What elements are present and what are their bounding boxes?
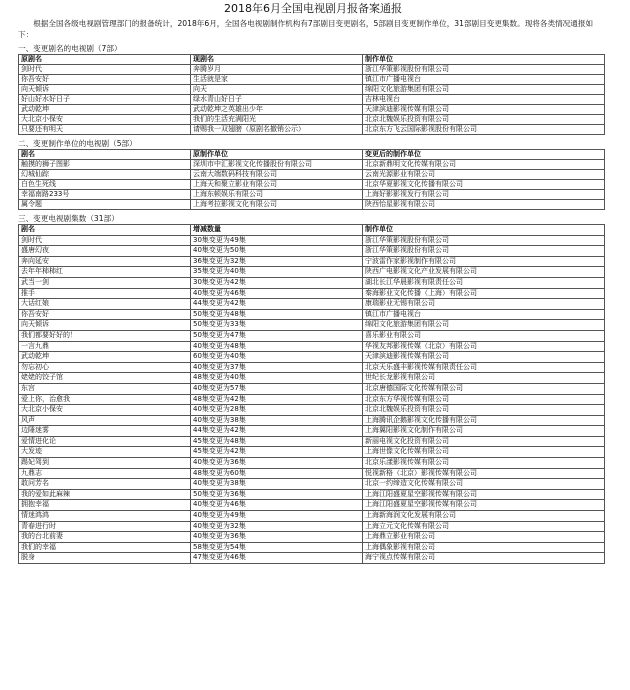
- table-row: [19, 330, 605, 341]
- table-cell: 我们都要好好的！: [19, 330, 191, 341]
- table-row: [19, 521, 605, 532]
- table-cell: 上海东顿娱乐有限公司: [191, 190, 363, 200]
- table-row: [19, 468, 605, 479]
- table-cell: 喜乐影业有限公司: [363, 330, 605, 341]
- column-header: 现剧名: [191, 55, 363, 65]
- table-cell: 上海天和聚立影业有限公司: [191, 180, 363, 190]
- table-cell: 拥抱幸福: [19, 500, 191, 511]
- table-header-row: [19, 55, 605, 65]
- column-header: 制作单位: [363, 55, 605, 65]
- table-cell: 镇江市广播电视台: [363, 75, 605, 85]
- episode-change-table: [18, 224, 605, 564]
- table-cell: 40集变更为46集: [191, 500, 363, 511]
- table-cell: 北京一约缔造文化传媒有限公司: [363, 479, 605, 490]
- table-cell: 60集变更为40集: [191, 352, 363, 363]
- column-header: 剧名: [19, 150, 191, 160]
- table-cell: 陕西广电影视文化产业发展有限公司: [363, 267, 605, 278]
- table-row: [19, 436, 605, 447]
- table-row: [19, 553, 605, 564]
- table-row: [19, 235, 605, 246]
- table-cell: 47集变更为46集: [191, 553, 363, 564]
- table-cell: 48集变更为60集: [191, 468, 363, 479]
- table-cell: 生活就是家: [191, 75, 363, 85]
- table-cell: 触摸的狮子图影: [19, 160, 191, 170]
- table-row: [19, 180, 605, 190]
- table-cell: 大北京小保安: [19, 405, 191, 416]
- table-cell: 敢问芳名: [19, 479, 191, 490]
- table-cell: 40集变更为57集: [191, 383, 363, 394]
- table-cell: 上海翼阳影视文化制作有限公司: [363, 426, 605, 437]
- document-title: 2018年6月全国电视剧月报备案通报: [224, 2, 402, 15]
- table-row: [19, 105, 605, 115]
- table-cell: 北京天乐盛丰影视传媒有限责任公司: [363, 362, 605, 373]
- table-cell: 向天倾诉: [19, 320, 191, 331]
- table-row: [19, 511, 605, 522]
- table-row: [19, 288, 605, 299]
- table-row: [19, 256, 605, 267]
- table-cell: 剑时代: [19, 65, 191, 75]
- table-cell: 深圳市中汇影视文化传播股份有限公司: [191, 160, 363, 170]
- table-cell: 40集变更为38集: [191, 479, 363, 490]
- table-cell: 30集变更为49集: [191, 235, 363, 246]
- table-cell: 35集变更为40集: [191, 267, 363, 278]
- table-row: [19, 95, 605, 105]
- section3-heading: 三、变更电视剧集数（31部）: [18, 214, 119, 223]
- table-row: [19, 458, 605, 469]
- table-row: [19, 299, 605, 310]
- table-cell: 吉林电视台: [363, 95, 605, 105]
- table-cell: 奔腾岁月: [191, 65, 363, 75]
- table-cell: 绵阳文化旅游集团有限公司: [363, 85, 605, 95]
- table-cell: 绵阳文化旅游集团有限公司: [363, 320, 605, 331]
- table-cell: 上海世像文化传媒有限公司: [363, 447, 605, 458]
- table-cell: 武当一剑: [19, 277, 191, 288]
- table-cell: 推手: [19, 288, 191, 299]
- rename-table: [18, 54, 605, 135]
- section1-heading: 一、变更剧名的电视剧（7部）: [18, 44, 122, 53]
- table-row: [19, 190, 605, 200]
- table-cell: 康瑞影业无锡有限公司: [363, 299, 605, 310]
- table-row: [19, 267, 605, 278]
- table-cell: 幸福南路233号: [19, 190, 191, 200]
- table-cell: 你吾安好: [19, 75, 191, 85]
- table-cell: 我的爱如此麻辣: [19, 489, 191, 500]
- table-cell: 上海好影影视发行有限公司: [363, 190, 605, 200]
- table-cell: 40集变更为37集: [191, 362, 363, 373]
- table-cell: 奔向延安: [19, 256, 191, 267]
- column-header: 原制作单位: [191, 150, 363, 160]
- table-row: [19, 200, 605, 210]
- table-row: [19, 532, 605, 543]
- table-cell: 幻城仙踪: [19, 170, 191, 180]
- table-cell: 40集变更为46集: [191, 288, 363, 299]
- table-cell: 陕西怡星影视有限公司: [363, 200, 605, 210]
- column-header: 剧名: [19, 225, 191, 236]
- table-cell: 浙江华策影视股份有限公司: [363, 235, 605, 246]
- table-row: [19, 125, 605, 135]
- table-cell: 浙江华策影视股份有限公司: [363, 65, 605, 75]
- table-cell: 大话红娘: [19, 299, 191, 310]
- table-cell: 九鼎志: [19, 468, 191, 479]
- table-row: [19, 447, 605, 458]
- table-row: [19, 383, 605, 394]
- table-cell: 海宁视点传媒有限公司: [363, 553, 605, 564]
- table-cell: 40集变更为28集: [191, 405, 363, 416]
- table-row: [19, 489, 605, 500]
- table-cell: 上海考拉影视文化有限公司: [191, 200, 363, 210]
- table-cell: 58集变更为54集: [191, 542, 363, 553]
- table-cell: 北京北魏娱乐投资有限公司: [363, 115, 605, 125]
- table-cell: 44集变更为42集: [191, 299, 363, 310]
- table-cell: 30集变更为42集: [191, 277, 363, 288]
- document-page: [18, 0, 608, 564]
- table-cell: 北京乐漾影视传媒有限公司: [363, 458, 605, 469]
- table-cell: 36集变更为32集: [191, 256, 363, 267]
- table-row: [19, 309, 605, 320]
- table-row: [19, 405, 605, 416]
- table-cell: 世纪长龙影视有限公司: [363, 373, 605, 384]
- table-cell: 风声: [19, 415, 191, 426]
- column-header: 原剧名: [19, 55, 191, 65]
- table-cell: 白色生死线: [19, 180, 191, 190]
- table-cell: 新丽电视文化投资有限公司: [363, 436, 605, 447]
- table-cell: 上海新海润文化发展有限公司: [363, 511, 605, 522]
- table-cell: 秦海影业文化传播（上海）有限公司: [363, 288, 605, 299]
- table-cell: 我们的生活充满阳光: [191, 115, 363, 125]
- table-cell: 上海鼎立影业有限公司: [363, 532, 605, 543]
- table-cell: 边陲迷雾: [19, 426, 191, 437]
- table-cell: 40集变更为50集: [191, 246, 363, 257]
- table-cell: 50集变更为47集: [191, 330, 363, 341]
- table-cell: 盛唐幻夜: [19, 246, 191, 257]
- section2-heading: 二、变更制作单位的电视剧（5部）: [18, 139, 137, 148]
- table-row: [19, 75, 605, 85]
- table-row: [19, 479, 605, 490]
- table-cell: 50集变更为36集: [191, 489, 363, 500]
- table-cell: 姥姥的饺子馆: [19, 373, 191, 384]
- table-cell: 青春进行时: [19, 521, 191, 532]
- table-cell: 爱上你，治愈我: [19, 394, 191, 405]
- table-cell: 40集变更为36集: [191, 458, 363, 469]
- table-cell: 天津滨迪影视传媒有限公司: [363, 352, 605, 363]
- table-cell: 剑时代: [19, 235, 191, 246]
- table-cell: 上海江阳盛夏星空影视传媒有限公司: [363, 489, 605, 500]
- table-cell: 好山好水好日子: [19, 95, 191, 105]
- table-cell: 镇江市广播电视台: [363, 309, 605, 320]
- table-cell: 武动乾坤: [19, 352, 191, 363]
- table-cell: 48集变更为40集: [191, 373, 363, 384]
- table-cell: 45集变更为48集: [191, 436, 363, 447]
- table-cell: 40集变更为48集: [191, 341, 363, 352]
- table-cell: 48集变更为42集: [191, 394, 363, 405]
- producer-change-table: [18, 149, 605, 210]
- table-cell: 上海腾讯企鹅影视文化传播有限公司: [363, 415, 605, 426]
- table-cell: 我的台北前妻: [19, 532, 191, 543]
- table-cell: 50集变更为48集: [191, 309, 363, 320]
- table-cell: 勿忘初心: [19, 362, 191, 373]
- table-cell: 华视友邦影视传媒（北京）有限公司: [363, 341, 605, 352]
- table-cell: 向天: [191, 85, 363, 95]
- table-cell: 上海偶象影视有限公司: [363, 542, 605, 553]
- table-cell: 北京东方飞云国际影视股份有限公司: [363, 125, 605, 135]
- table-row: [19, 115, 605, 125]
- table-cell: 去年年柿柿红: [19, 267, 191, 278]
- table-cell: 只要还有明天: [19, 125, 191, 135]
- table-row: [19, 426, 605, 437]
- table-cell: 44集变更为42集: [191, 426, 363, 437]
- table-cell: 踢妃驾到: [19, 458, 191, 469]
- table-row: [19, 415, 605, 426]
- table-cell: 北京新鼎明文化传媒有限公司: [363, 160, 605, 170]
- table-row: [19, 277, 605, 288]
- table-header-row: [19, 225, 605, 236]
- table-cell: 情迷鸿鸿: [19, 511, 191, 522]
- column-header: 增减数量: [191, 225, 363, 236]
- table-cell: 向天倾诉: [19, 85, 191, 95]
- table-cell: 大发迹: [19, 447, 191, 458]
- table-cell: 天津滨迪影视传媒有限公司: [363, 105, 605, 115]
- table-cell: 40集变更为38集: [191, 415, 363, 426]
- table-row: [19, 500, 605, 511]
- table-cell: 大北京小保安: [19, 115, 191, 125]
- table-cell: 40集变更为36集: [191, 532, 363, 543]
- table-cell: 北京华夏影视文化传播有限公司: [363, 180, 605, 190]
- table-cell: 东宫: [19, 383, 191, 394]
- table-cell: 请赐我一双翅膀（原剧名撤销公示）: [191, 125, 363, 135]
- table-cell: 属令题: [19, 200, 191, 210]
- table-cell: 云南大端数码科技有限公司: [191, 170, 363, 180]
- table-cell: 云南光源影业有限公司: [363, 170, 605, 180]
- table-cell: 武动乾坤: [19, 105, 191, 115]
- table-row: [19, 65, 605, 75]
- table-row: [19, 85, 605, 95]
- table-cell: 脱身: [19, 553, 191, 564]
- table-cell: 绿水青山好日子: [191, 95, 363, 105]
- table-cell: 50集变更为33集: [191, 320, 363, 331]
- column-header: 变更后的制作单位: [363, 150, 605, 160]
- table-row: [19, 352, 605, 363]
- table-cell: 悦视新格（北京）影视传媒有限公司: [363, 468, 605, 479]
- table-cell: 北京唐德国际文化传媒有限公司: [363, 383, 605, 394]
- table-cell: 40集变更为49集: [191, 511, 363, 522]
- table-row: [19, 170, 605, 180]
- table-cell: 上海立元文化传媒有限公司: [363, 521, 605, 532]
- table-row: [19, 246, 605, 257]
- table-row: [19, 542, 605, 553]
- table-row: [19, 362, 605, 373]
- table-cell: 爱情进化论: [19, 436, 191, 447]
- table-cell: 我们的幸福: [19, 542, 191, 553]
- table-row: [19, 394, 605, 405]
- table-cell: 北京东方华视传媒有限公司: [363, 394, 605, 405]
- table-row: [19, 373, 605, 384]
- table-row: [19, 320, 605, 331]
- table-cell: 45集变更为42集: [191, 447, 363, 458]
- table-cell: 北京北魏娱乐投资有限公司: [363, 405, 605, 416]
- table-row: [19, 160, 605, 170]
- table-cell: 湖北长江华晨影视有限责任公司: [363, 277, 605, 288]
- table-cell: 武动乾坤之英雄出少年: [191, 105, 363, 115]
- table-row: [19, 341, 605, 352]
- table-cell: 浙江华策影视股份有限公司: [363, 246, 605, 257]
- table-cell: 一言九鼎: [19, 341, 191, 352]
- intro-paragraph: 根据全国各级电视剧管理部门的报备统计，2018年6月，全国各电视剧制作机构有7部剧目变更剧名，5部剧目变更制作单位，31部剧目变更集数。现将各类情况通报如下：: [18, 19, 594, 39]
- column-header: 制作单位: [363, 225, 605, 236]
- table-cell: 上海江阳盛夏星空影视传媒有限公司: [363, 500, 605, 511]
- table-header-row: [19, 150, 605, 160]
- table-cell: 40集变更为32集: [191, 521, 363, 532]
- table-cell: 你吾安好: [19, 309, 191, 320]
- table-cell: 宁波雷作家影视制作有限公司: [363, 256, 605, 267]
